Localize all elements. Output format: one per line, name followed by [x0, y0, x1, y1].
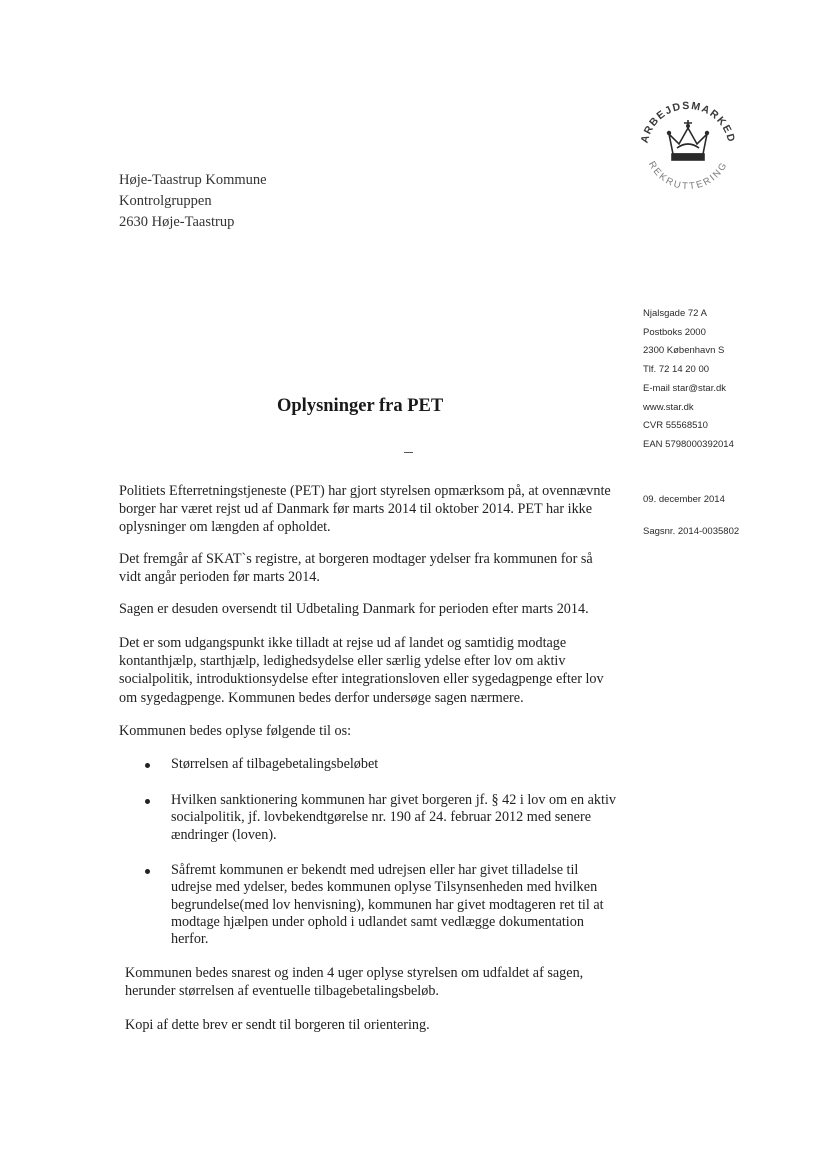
sender-address: Njalsgade 72 A: [643, 308, 707, 319]
sender-pobox: Postboks 2000: [643, 326, 706, 338]
bullet-icon: [145, 869, 150, 874]
recipient-address: [119, 170, 267, 233]
letter-date: 09. december 2014: [643, 494, 725, 505]
sender-phone: Tlf. 72 14 20 00: [643, 364, 710, 376]
paragraph: Det er som udgangspunkt ikke tilladt at rejse ud af landet og samtidig modtage kontanthjælp, starthjælp, ledighedsydelse eller særlig ydelse efter lov om aktiv socialpolitik, introduktionsydelse efter integrationsloven eller sygedagpenge efter lov om sygedagpenge. Kommunen bedes derfor undersøge sagen nærmere.: [119, 635, 604, 706]
list-item-text: Såfremt kommunen er bekendt med udrejsen eller har givet tilladelse til udrejse med ydelser, bedes kommunen oplyse Tilsynsenheden med hvilken begrundelse(med lov henvisning), kommunen har givet modtageren ret til at modtage hjælpen under ophold i udlandet samt vedlægge dokumentation herfor.: [171, 862, 604, 948]
sender-web: www.star.dk: [643, 401, 694, 413]
recipient-name: Høje-Taastrup Kommune: [119, 172, 267, 188]
recipient-city: 2630 Høje-Taastrup: [119, 214, 235, 230]
svg-text:REKRUTTERING: REKRUTTERING: [645, 159, 731, 193]
paragraph: Sagen er desuden oversendt til Udbetaling Danmark for perioden efter marts 2014.: [119, 601, 589, 617]
paragraph: Det fremgår af SKAT`s registre, at borgeren modtager ydelser fra kommunen for så vidt angår perioden før marts 2014.: [119, 551, 593, 586]
bullet-icon: [145, 799, 150, 804]
case-number: Sagsnr. 2014-0035802: [643, 526, 740, 537]
scan-mark: [404, 452, 413, 453]
bullet-icon: [145, 763, 150, 768]
paragraph: Politiets Efterretningstjeneste (PET) har gjort styrelsen opmærksom på, at ovennævnte borger har været rejst ud af Danmark før marts 2014 til oktober 2014. PET har ikke oplysninger om længden af opholdet.: [119, 483, 611, 536]
sender-city: 2300 København S: [643, 345, 725, 357]
letter-title: Oplysninger fra PET: [277, 396, 444, 416]
sender-ean: EAN 5798000392014: [643, 438, 734, 450]
paragraph: Kommunen bedes oplyse følgende til os:: [119, 723, 352, 739]
sender-info: [643, 305, 734, 455]
paragraph: Kopi af dette brev er sendt til borgeren til orientering.: [125, 1017, 430, 1033]
svg-text:ARBEJDSMARKED: ARBEJDSMARKED: [638, 99, 738, 145]
recipient-department: Kontrolgruppen: [119, 193, 212, 209]
crown-icon: [633, 92, 743, 202]
list-item-text: Størrelsen af tilbagebetalingsbeløbet: [171, 756, 379, 772]
list-item-text: Hvilken sanktionering kommunen har givet borgeren jf. § 42 i lov om en aktiv socialpolitik, jf. lovbekendtgørelse nr. 190 af 24. februar 2012 med senere ændringer (loven).: [171, 792, 616, 843]
sender-cvr: CVR 55568510: [643, 420, 708, 432]
paragraph: Kommunen bedes snarest og inden 4 uger oplyse styrelsen om udfaldet af sagen, herunder størrelsen af eventuelle tilbagebetalingsbeløb.: [125, 965, 584, 1000]
sender-email: E-mail star@star.dk: [643, 382, 727, 394]
